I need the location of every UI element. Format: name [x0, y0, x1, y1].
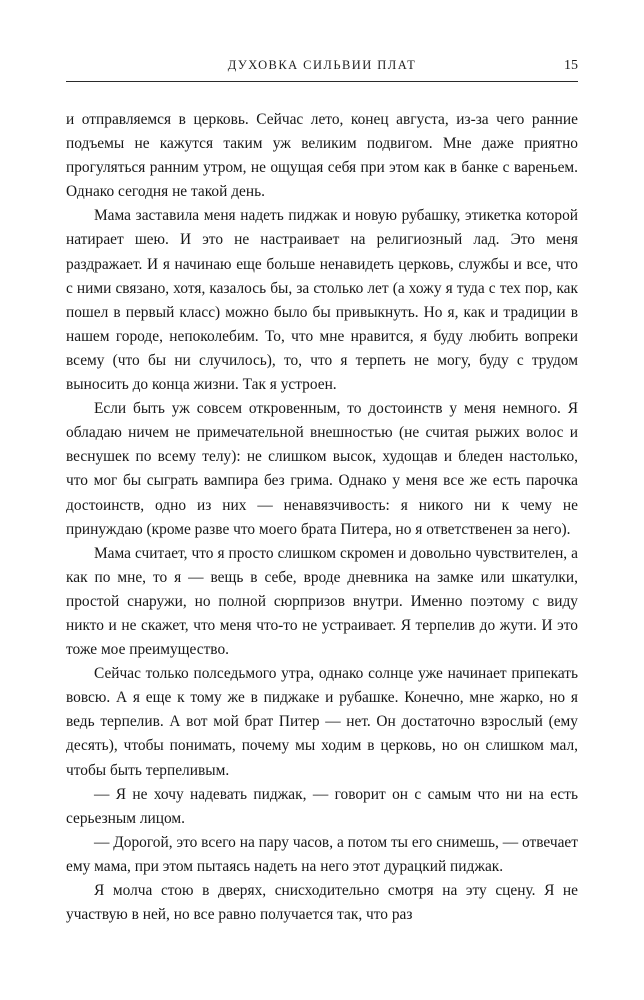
paragraph: Сейчас только полседьмого утра, однако солнце уже начинает припекать вовсю. А я еще к тому же в пиджаке и рубашке. Конечно, мне жарко, но я ведь терпелив. А вот мой брат Питер — нет. Он достаточно взрослый (ему десять), чтобы понимать, почему мы ходим в церковь, но он слишком мал, чтобы быть терпеливым.	[66, 665, 578, 779]
page-number: 15	[564, 58, 578, 73]
body-text	[66, 108, 578, 927]
paragraph: Мама считает, что я просто слишком скромен и довольно чувствителен, а как по мне, то я — вещь в себе, вроде дневника на замке или шкатулки, простой снаружи, но полной сюрпризов внутри. Именно поэтому с виду никто и не скажет, что меня что-то не устраивает. Я терпелив до жути. И это тоже мое преимущество.	[66, 544, 578, 659]
paragraph: Мама заставила меня надеть пиджак и новую рубашку, этикетка которой натирает шею. И это не настраивает на религиозный лад. Это меня раздражает. И я начинаю еще больше ненавидеть церковь, службы и все, что с ними связано, хотя, казалось бы, за столько лет (а хожу я туда с тех пор, как пошел в первый класс) можно было бы привыкнуть. Но я, как и традиции в нашем городе, непоколебим. То, что мне нравится, я буду любить вопреки всему (что бы ни случилось), то, что я терпеть не могу, буду с трудом выносить до конца жизни. Так я устроен.	[66, 207, 578, 394]
paragraph: Если быть уж совсем откровенным, то достоинств у меня немного. Я обладаю ничем не примечательной внешностью (не считая рыжих волос и веснушек по всему телу): не слишком высок, худощав и бледен настолько, что мог бы сыграть вампира без грима. Однако у меня все же есть парочка достоинств, одно из них — ненавязчивость: я никого ни к чему не принуждаю (кроме разве что моего брата Питера, но я ответственен за него).	[66, 400, 578, 538]
paragraph: Я молча стою в дверях, снисходительно смотря на эту сцену. Я не участвую в ней, но все равно получается так, что раз	[66, 882, 578, 924]
paragraph: и отправляемся в церковь. Сейчас лето, конец августа, из-за чего ранние подъемы не кажутся таким уж великим подвигом. Мне даже приятно прогуляться ранним утром, не ощущая себя при этом как в банке с вареньем. Однако сегодня не такой день.	[66, 111, 578, 201]
book-title-header: ДУХОВКА СИЛЬВИИ ПЛАТ	[227, 58, 417, 72]
paragraph: — Я не хочу надевать пиджак, — говорит он с самым что ни на есть серьезным лицом.	[66, 785, 578, 827]
paragraph: — Дорогой, это всего на пару часов, а потом ты его снимешь, — отвечает ему мама, при этом пытаясь надеть на него этот дурацкий пиджак.	[66, 833, 578, 875]
running-head	[66, 58, 578, 82]
